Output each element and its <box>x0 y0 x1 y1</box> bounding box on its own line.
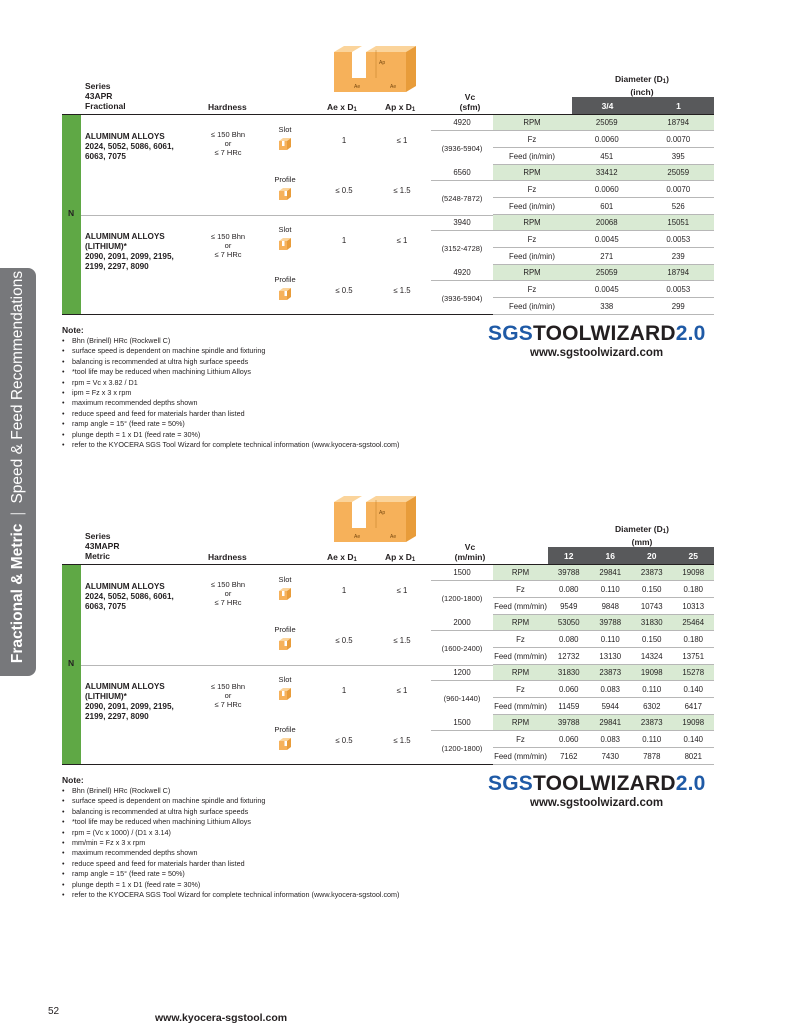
fz-row <box>493 282 714 298</box>
cutting-depth-diagram <box>330 44 420 94</box>
rpm-value: 15278 <box>682 668 705 677</box>
fz-label: Fz <box>516 635 525 644</box>
side-tab-separator: | <box>9 511 26 516</box>
rpm-value: 31830 <box>557 668 580 677</box>
ap-header: Ap x $D_1$ <box>385 552 416 563</box>
material-name: ALUMINUM ALLOYS 2024, 5052, 5086, 6061, 6063, 7075 <box>85 582 174 611</box>
feed-value: 13130 <box>599 652 622 661</box>
diameter-size: 16 <box>605 550 615 561</box>
diagram-ap-label: Ap <box>379 60 386 66</box>
rpm-value: 25059 <box>595 268 618 277</box>
feed-row <box>493 149 714 165</box>
operation-slot: Slot <box>272 575 298 601</box>
ae-value: ≤ 0.5 <box>335 636 353 645</box>
fz-row <box>493 632 714 648</box>
feed-value: 338 <box>600 302 614 311</box>
vc-value: 4920 <box>431 265 493 281</box>
ap-value: ≤ 1 <box>396 236 408 245</box>
ae-value: ≤ 0.5 <box>335 736 353 745</box>
diameter-size-bar <box>572 97 714 114</box>
operation-profile: Profile <box>272 275 298 301</box>
vc-range: (1200-1800) <box>441 744 483 753</box>
rpm-value: 23873 <box>640 568 663 577</box>
vc-value: 1500 <box>431 565 493 581</box>
diagram-ae-label: Ae <box>354 534 361 540</box>
feed-value: 11459 <box>558 702 580 711</box>
note-item: • Bhn (Brinell) HRc (Rockwell C) <box>62 336 399 346</box>
slot-icon <box>278 687 292 701</box>
note-item: • balancing is recommended at ultra high surface speeds <box>62 357 399 367</box>
ap-value: ≤ 1.5 <box>393 736 411 745</box>
note-item: • ramp angle = 15° (feed rate = 50%) <box>62 419 399 429</box>
profile-icon <box>278 737 292 751</box>
ae-value: ≤ 0.5 <box>335 186 353 195</box>
ap-value: ≤ 1.5 <box>393 636 411 645</box>
feed-label: Feed (mm/min) <box>494 702 547 711</box>
note-item: • ramp angle = 15° (feed rate = 50%) <box>62 869 399 879</box>
note-item: • ipm = Fz x 3 x rpm <box>62 388 399 398</box>
operation-profile: Profile <box>272 175 298 201</box>
side-tab-label <box>2 262 34 672</box>
series-header <box>85 81 126 111</box>
series-code: 43MAPR <box>85 541 120 551</box>
rpm-row <box>493 715 714 731</box>
notes-block <box>62 775 399 900</box>
sgs-toolwizard-logo[interactable]: SGSTOOLWIZARD2.0 <box>488 772 706 795</box>
feed-row <box>493 599 714 615</box>
rpm-value: 20068 <box>595 218 618 227</box>
fz-value: 0.080 <box>558 585 579 594</box>
rpm-value: 18794 <box>667 118 690 127</box>
rpm-value: 25059 <box>595 118 618 127</box>
feed-value: 7162 <box>560 752 578 761</box>
feed-label: Feed (mm/min) <box>494 752 547 761</box>
feed-label: Feed (in/min) <box>509 202 555 211</box>
vc-range: (960-1440) <box>443 694 481 703</box>
fz-value: 0.110 <box>642 735 662 744</box>
ae-value: ≤ 0.5 <box>335 286 353 295</box>
fz-label: Fz <box>516 585 525 594</box>
diameter-size: 12 <box>564 550 574 561</box>
feed-row <box>493 749 714 765</box>
note-item: • refer to the KYOCERA SGS Tool Wizard for complete technical information (www.kyocera-sgstool.com) <box>62 890 399 900</box>
rpm-value: 31830 <box>640 618 663 627</box>
rpm-row <box>493 665 714 681</box>
fz-value: 0.110 <box>600 635 620 644</box>
diameter-size: 3/4 <box>601 100 614 111</box>
material-hardness: ≤ 150 Bhn or ≤ 7 HRc <box>210 232 246 259</box>
diameter-size: 1 <box>676 100 681 111</box>
rpm-value: 39788 <box>599 618 622 627</box>
fz-value: 0.083 <box>600 685 620 694</box>
feed-value: 6302 <box>643 702 661 711</box>
rpm-value: 33412 <box>595 168 618 177</box>
diagram-ap-label: Ap <box>379 510 386 516</box>
rpm-value: 39788 <box>557 568 580 577</box>
operation-slot: Slot <box>272 125 298 151</box>
rpm-value: 39788 <box>557 718 580 727</box>
series-header <box>85 531 119 561</box>
note-item: • rpm = (Vc x 1000) / (D1 x 3.14) <box>62 828 399 838</box>
series-unit: Fractional <box>85 101 126 111</box>
feed-value: 526 <box>671 202 685 211</box>
vc-range: (5248-7872) <box>441 194 483 203</box>
note-item: • surface speed is dependent on machine spindle and fixturing <box>62 796 399 806</box>
operation-profile: Profile <box>272 625 298 651</box>
fz-value: 0.0053 <box>666 235 691 244</box>
profile-icon <box>278 187 292 201</box>
note-item: • refer to the KYOCERA SGS Tool Wizard for complete technical information (www.kyocera-sgstool.com) <box>62 440 399 450</box>
rpm-value: 25059 <box>667 168 690 177</box>
vc-range: (3936-5904) <box>441 144 483 153</box>
feed-row <box>493 249 714 265</box>
rpm-value: 18794 <box>667 268 690 277</box>
feed-value: 271 <box>600 252 614 261</box>
rpm-label: RPM <box>511 718 530 727</box>
feed-value: 9848 <box>601 602 619 611</box>
fz-value: 0.0070 <box>666 185 691 194</box>
vc-value: 2000 <box>431 615 493 631</box>
rpm-value: 19098 <box>682 718 705 727</box>
fz-value: 0.060 <box>558 685 579 694</box>
feed-value: 8021 <box>684 752 702 761</box>
rpm-label: RPM <box>523 218 541 227</box>
material-name: ALUMINUM ALLOYS 2024, 5052, 5086, 6061, 6063, 7075 <box>85 132 174 161</box>
rpm-label: RPM <box>511 618 530 627</box>
fz-value: 0.0070 <box>666 135 691 144</box>
series-unit: Metric <box>85 551 111 561</box>
slot-icon <box>278 137 292 151</box>
rpm-value: 29841 <box>599 568 622 577</box>
fz-row <box>493 582 714 598</box>
feed-value: 601 <box>600 202 614 211</box>
note-item: • reduce speed and feed for materials harder than listed <box>62 859 399 869</box>
feed-label: Feed (mm/min) <box>494 602 547 611</box>
slot-icon <box>278 587 292 601</box>
vc-header: Vc (m/min) <box>454 542 486 562</box>
rpm-label: RPM <box>511 568 530 577</box>
ap-value: ≤ 1.5 <box>393 186 411 195</box>
vc-value: 6560 <box>431 165 493 181</box>
rpm-value: 23873 <box>640 718 663 727</box>
fz-label: Fz <box>527 135 537 144</box>
note-item: • reduce speed and feed for materials harder than listed <box>62 409 399 419</box>
fz-value: 0.140 <box>683 735 703 744</box>
note-item: • maximum recommended depths shown <box>62 398 399 408</box>
feed-value: 239 <box>671 252 685 261</box>
feed-row <box>493 699 714 715</box>
rpm-label: RPM <box>523 118 541 127</box>
series-code: 43APR <box>85 91 113 101</box>
feed-value: 13751 <box>682 652 705 661</box>
vc-range: (3152-4728) <box>441 244 483 253</box>
fz-value: 0.060 <box>558 735 579 744</box>
series-label: Series <box>85 81 111 91</box>
hardness-header: Hardness <box>208 552 247 562</box>
footer-url[interactable]: www.kyocera-sgstool.com <box>155 1012 288 1024</box>
feed-value: 12732 <box>557 652 580 661</box>
diagram-ae-label-2: Ae <box>390 84 397 90</box>
feed-value: 6417 <box>684 702 702 711</box>
fz-value: 0.0045 <box>594 285 619 294</box>
material-hardness: ≤ 150 Bhn or ≤ 7 HRc <box>210 580 246 607</box>
feed-row <box>493 199 714 215</box>
fz-row <box>493 682 714 698</box>
vc-value: 1200 <box>431 665 493 681</box>
note-item: • plunge depth = 1 x D1 (feed rate = 30%) <box>62 880 399 890</box>
vc-range: (1200-1800) <box>441 594 483 603</box>
iso-group-label: N <box>68 208 75 218</box>
fz-label: Fz <box>527 285 537 294</box>
ae-value: 1 <box>341 236 347 245</box>
note-item: • rpm = Vc x 3.82 / D1 <box>62 378 399 388</box>
feed-value: 10743 <box>640 602 663 611</box>
ae-value: 1 <box>341 136 347 145</box>
feed-value: 7430 <box>601 752 619 761</box>
feed-value: 5944 <box>601 702 619 711</box>
rpm-value: 23873 <box>599 668 622 677</box>
cutting-depth-diagram <box>330 494 420 544</box>
series-label: Series <box>85 531 111 541</box>
diameter-size-bar <box>548 547 714 564</box>
fz-value: 0.080 <box>558 635 579 644</box>
note-item: • *tool life may be reduced when machining Lithium Alloys <box>62 367 399 377</box>
note-item: • *tool life may be reduced when machining Lithium Alloys <box>62 817 399 827</box>
sgs-toolwizard-logo[interactable]: SGSTOOLWIZARD2.0 <box>488 322 706 345</box>
notes-title: Note: <box>62 775 84 785</box>
notes-block <box>62 325 399 450</box>
material-hardness: ≤ 150 Bhn or ≤ 7 HRc <box>210 682 246 709</box>
fz-row <box>493 132 714 148</box>
material-name: ALUMINUM ALLOYS (LITHIUM)* 2090, 2091, 2099, 2195, 2199, 2297, 8090 <box>85 682 174 721</box>
hardness-header: Hardness <box>208 102 247 112</box>
fz-value: 0.150 <box>641 585 662 594</box>
note-item: • surface speed is dependent on machine spindle and fixturing <box>62 346 399 356</box>
fz-row <box>493 182 714 198</box>
ap-value: ≤ 1 <box>396 686 408 695</box>
note-item: • Bhn (Brinell) HRc (Rockwell C) <box>62 786 399 796</box>
fz-value: 0.083 <box>600 735 620 744</box>
notes-title: Note: <box>62 325 84 335</box>
slot-icon <box>278 237 292 251</box>
vc-range: (1600-2400) <box>441 644 483 653</box>
ae-header: Ae x $D_1$ <box>327 102 357 113</box>
rpm-row <box>493 115 714 131</box>
rpm-value: 25464 <box>682 618 705 627</box>
feed-value: 9549 <box>560 602 578 611</box>
ap-value: ≤ 1 <box>396 586 408 595</box>
fz-value: 0.0053 <box>666 285 691 294</box>
ae-header: Ae x $D_1$ <box>327 552 357 563</box>
note-item: • balancing is recommended at ultra high surface speeds <box>62 807 399 817</box>
feed-value: 395 <box>671 152 685 161</box>
fz-row <box>493 232 714 248</box>
toolwizard-url[interactable]: www.sgstoolwizard.com <box>530 797 664 809</box>
feed-value: 10313 <box>682 602 705 611</box>
vc-header: Vc (sfm) <box>459 92 481 112</box>
side-tab-part2: Speed & Feed Recommendations <box>9 270 26 504</box>
feed-value: 7878 <box>643 752 661 761</box>
fz-row <box>493 732 714 748</box>
feed-value: 299 <box>671 302 685 311</box>
diameter-size: 25 <box>688 550 698 561</box>
feed-label: Feed (in/min) <box>509 152 555 161</box>
ae-value: 1 <box>341 586 347 595</box>
rpm-label: RPM <box>523 268 541 277</box>
rpm-value: 19098 <box>640 668 663 677</box>
fz-value: 0.0045 <box>594 235 619 244</box>
vc-value: 3940 <box>431 215 493 231</box>
fz-label: Fz <box>527 185 537 194</box>
vc-value: 4920 <box>431 115 493 131</box>
vc-range: (3936-5904) <box>441 294 483 303</box>
feed-row <box>493 299 714 315</box>
rpm-row <box>493 565 714 581</box>
rpm-value: 15051 <box>667 218 690 227</box>
iso-group-label: N <box>68 658 75 668</box>
ae-value: 1 <box>341 686 347 695</box>
rpm-row <box>493 165 714 181</box>
fz-value: 0.140 <box>683 685 703 694</box>
feed-value: 451 <box>600 152 614 161</box>
fz-value: 0.180 <box>683 635 703 644</box>
feed-label: Feed (in/min) <box>509 302 555 311</box>
material-hardness: ≤ 150 Bhn or ≤ 7 HRc <box>210 130 246 157</box>
rpm-row <box>493 615 714 631</box>
operation-slot: Slot <box>272 675 298 701</box>
operation-profile: Profile <box>272 725 298 751</box>
fz-value: 0.110 <box>600 585 620 594</box>
profile-icon <box>278 287 292 301</box>
feed-label: Feed (in/min) <box>509 252 555 261</box>
diagram-ae-label: Ae <box>354 84 361 90</box>
rpm-label: RPM <box>511 668 530 677</box>
note-item: • plunge depth = 1 x D1 (feed rate = 30%) <box>62 430 399 440</box>
feed-value: 14324 <box>640 652 663 661</box>
side-tab-part1: Fractional & Metric <box>9 523 26 664</box>
operation-slot: Slot <box>272 225 298 251</box>
fz-value: 0.150 <box>641 635 662 644</box>
rpm-row <box>493 265 714 281</box>
feed-row <box>493 649 714 665</box>
rpm-row <box>493 215 714 231</box>
note-item: • maximum recommended depths shown <box>62 848 399 858</box>
diameter-header: Diameter $(D_1)$ (inch) <box>615 74 669 97</box>
fz-label: Fz <box>516 685 525 694</box>
fz-value: 0.0060 <box>594 185 619 194</box>
rpm-value: 29841 <box>599 718 622 727</box>
fz-value: 0.110 <box>642 685 662 694</box>
fz-label: Fz <box>527 235 537 244</box>
rpm-label: RPM <box>523 168 541 177</box>
fz-value: 0.0060 <box>594 135 619 144</box>
diameter-size: 20 <box>647 550 657 561</box>
ap-value: ≤ 1 <box>396 136 408 145</box>
profile-icon <box>278 637 292 651</box>
ap-header: Ap x $D_1$ <box>385 102 416 113</box>
fz-value: 0.180 <box>683 585 703 594</box>
note-item: • mm/min = Fz x 3 x rpm <box>62 838 399 848</box>
material-name: ALUMINUM ALLOYS (LITHIUM)* 2090, 2091, 2099, 2195, 2199, 2297, 8090 <box>85 232 174 271</box>
page-number: 52 <box>48 1006 60 1017</box>
ap-value: ≤ 1.5 <box>393 286 411 295</box>
rpm-value: 53050 <box>557 618 580 627</box>
diameter-header: Diameter $(D_1)$ (mm) <box>615 524 669 547</box>
vc-value: 1500 <box>431 715 493 731</box>
feed-label: Feed (mm/min) <box>494 652 547 661</box>
diagram-ae-label-2: Ae <box>390 534 397 540</box>
rpm-value: 19098 <box>682 568 705 577</box>
fz-label: Fz <box>516 735 525 744</box>
toolwizard-url[interactable]: www.sgstoolwizard.com <box>530 347 664 359</box>
